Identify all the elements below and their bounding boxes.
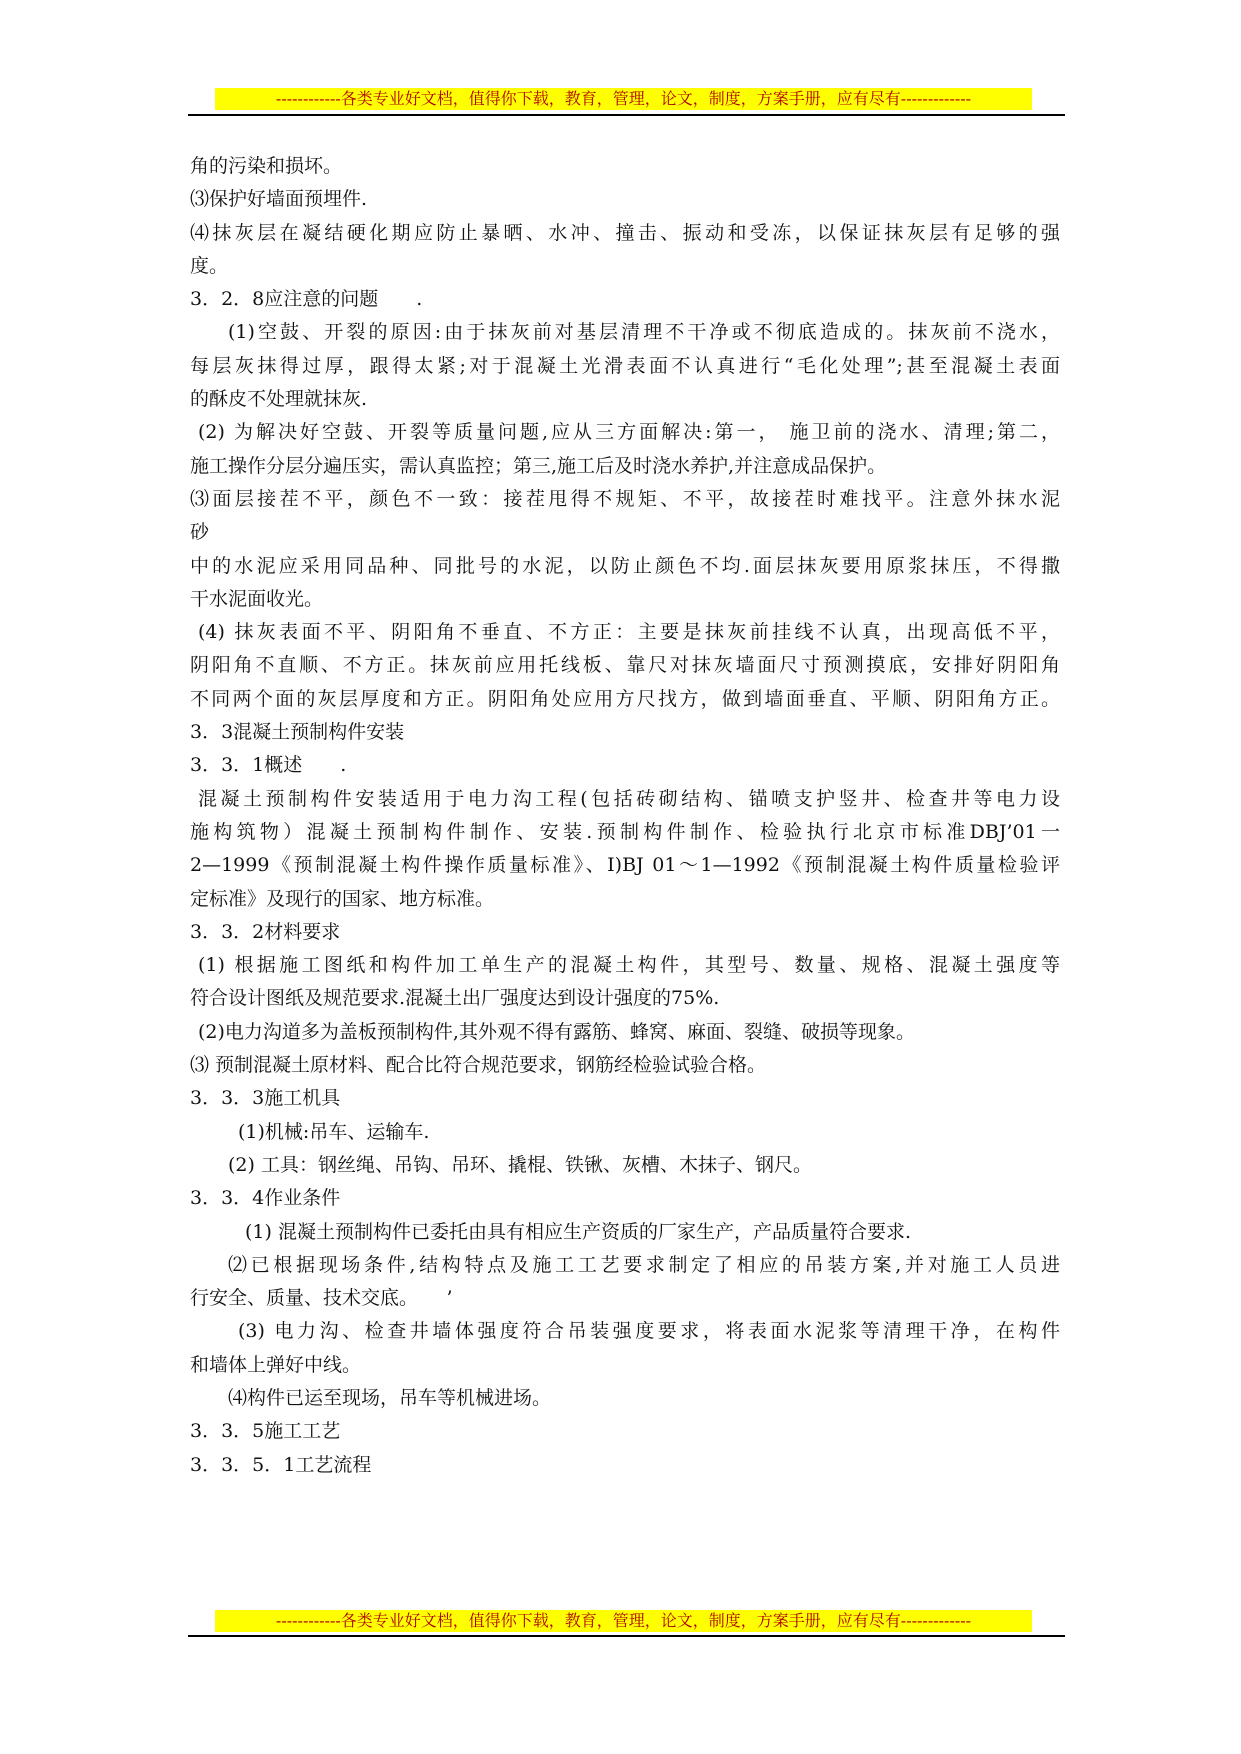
document-body bbox=[190, 150, 1060, 1482]
paragraph-line: 施构筑物）混凝土预制构件制作、安装.预制构件制作、检验执行北京市标准DBJ’01一 bbox=[190, 820, 1060, 843]
section-heading: 3．3．1概述 . bbox=[190, 754, 347, 777]
paragraph-line: (1) 混凝土预制构件已委托由具有相应生产资质的厂家生产，产品质量符合要求. bbox=[245, 1220, 911, 1243]
paragraph-line: 砂 bbox=[190, 521, 210, 544]
paragraph-line: 符合设计图纸及规范要求.混凝土出厂强度达到设计强度的75%. bbox=[190, 987, 720, 1010]
paragraph-line: (1) 根据施工图纸和构件加工单生产的混凝土构件，其型号、数量、规格、混凝土强度等 bbox=[198, 954, 1060, 977]
paragraph-line: ⑷构件已运至现场，吊车等机械进场。 bbox=[228, 1386, 552, 1409]
paragraph-line: ⑵已根据现场条件,结构特点及施工工艺要求制定了相应的吊装方案,并对施工人员进 bbox=[228, 1253, 1060, 1276]
paragraph-line: 不同两个面的灰层厚度和方正。阴阳角处应用方尺找方，做到墙面垂直、平顺、阴阳角方正。 bbox=[190, 687, 1060, 710]
paragraph-line: (1)空鼓、开裂的原因:由于抹灰前对基层清理不干净或不彻底造成的。抹灰前不浇水， bbox=[228, 321, 1060, 344]
paragraph-line: 混凝土预制构件安装适用于电力沟工程(包括砖砌结构、锚喷支护竖井、检查井等电力设 bbox=[198, 787, 1060, 810]
paragraph-line: ⑶面层接茬不平，颜色不一致：接茬甩得不规矩、不平，故接茬时难找平。注意外抹水泥 bbox=[190, 487, 1060, 510]
paragraph-line: 2—1999《预制混凝土构件操作质量标准》、I)BJ 01～1—1992《预制混凝土构件质量检验评 bbox=[190, 854, 1060, 877]
paragraph-line: (2) 工具：钢丝绳、吊钩、吊环、撬棍、铁锹、灰槽、木抹子、钢尺。 bbox=[228, 1153, 812, 1176]
section-heading: 3．3．5施工工艺 bbox=[190, 1420, 341, 1443]
header-rule bbox=[188, 114, 1065, 116]
paragraph-line: 角的污染和损坏。 bbox=[190, 155, 343, 177]
paragraph-line: 施工操作分层分遍压实，需认真监控；第三,施工后及时浇水养护,并注意成品保护。 bbox=[190, 454, 887, 477]
paragraph-line: 的酥皮不处理就抹灰. bbox=[190, 388, 368, 411]
section-heading: 3．2．8应注意的问题 . bbox=[190, 288, 423, 311]
paragraph-line: (4) 抹灰表面不平、阴阳角不垂直、不方正：主要是抹灰前挂线不认真，出现高低不平， bbox=[198, 621, 1060, 644]
paragraph-line: 和墙体上弹好中线。 bbox=[190, 1353, 362, 1376]
paragraph-line: (3) 电力沟、检查井墙体强度符合吊装强度要求，将表面水泥浆等清理干净，在构件 bbox=[238, 1320, 1060, 1343]
paragraph-line: ⑶ 预制混凝土原材料、配合比符合规范要求，钢筋经检验试验合格。 bbox=[190, 1054, 767, 1077]
paragraph-line: 行安全、质量、技术交底。 ’ bbox=[190, 1287, 453, 1310]
section-heading: 3．3混凝土预制构件安装 bbox=[190, 721, 405, 744]
footer-banner: ------------各类专业好文档，值得你下载，教育，管理，论文，制度，方案手册，应有尽有------------- bbox=[215, 1610, 1032, 1632]
paragraph-line: 中的水泥应采用同品种、同批号的水泥，以防止颜色不均.面层抹灰要用原浆抹压，不得撒 bbox=[190, 554, 1060, 577]
paragraph-line: ⑶保护好墙面预埋件. bbox=[190, 188, 368, 211]
paragraph-line: 阴阳角不直顺、不方正。抹灰前应用托线板、靠尺对抹灰墙面尺寸预测摸底，安排好阴阳角 bbox=[190, 654, 1060, 677]
paragraph-line: 定标准》及现行的国家、地方标准。 bbox=[190, 887, 495, 910]
paragraph-line: (2)电力沟道多为盖板预制构件,其外观不得有露筋、蜂窝、麻面、裂缝、破损等现象。 bbox=[198, 1020, 915, 1043]
section-heading: 3．3．3施工机具 bbox=[190, 1087, 341, 1110]
paragraph-line: (2) 为解决好空鼓、开裂等质量问题,应从三方面解决:第一， 施卫前的浇水、清理;第二， bbox=[198, 421, 1060, 444]
section-heading: 3．3．4作业条件 bbox=[190, 1187, 341, 1210]
section-heading: 3．3．5．1工艺流程 bbox=[190, 1453, 372, 1476]
section-heading: 3．3．2材料要求 bbox=[190, 920, 341, 943]
paragraph-line: 干水泥面收光。 bbox=[190, 587, 324, 610]
footer-rule bbox=[188, 1635, 1065, 1637]
paragraph-line: 度。 bbox=[190, 254, 229, 277]
paragraph-line: ⑷抹灰层在凝结硬化期应防止暴晒、水冲、撞击、振动和受冻，以保证抹灰层有足够的强 bbox=[190, 221, 1060, 244]
paragraph-line: (1)机械:吊车、运输车. bbox=[238, 1120, 430, 1143]
paragraph-line: 每层灰抹得过厚，跟得太紧;对于混凝土光滑表面不认真进行“毛化处理”;甚至混凝土表面 bbox=[190, 354, 1060, 377]
header-banner: ------------各类专业好文档，值得你下载，教育，管理，论文，制度，方案手册，应有尽有------------- bbox=[215, 88, 1032, 110]
